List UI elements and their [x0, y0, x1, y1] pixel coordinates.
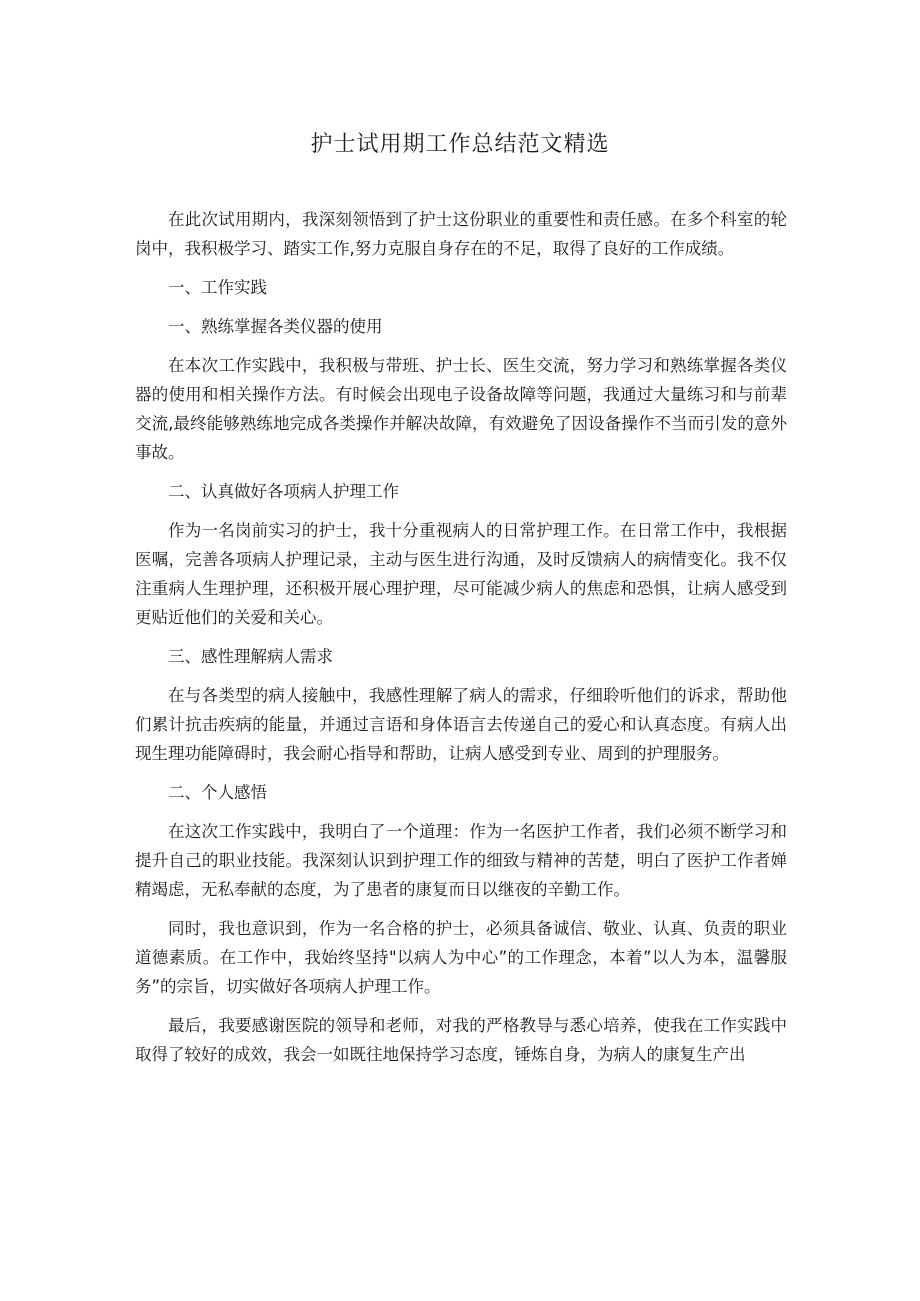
- paragraph-intro: 在此次试用期内，我深刻领悟到了护士这份职业的重要性和责任感。在多个科室的轮岗中，我积极学习、踏实工作,努力克服自身存在的不足，取得了良好的工作成绩。: [135, 210, 787, 258]
- paragraph-closing: 最后，我要感谢医院的领导和老师，对我的严格教导与悉心培养，使我在工作实践中取得了较好的成效，我会一如既往地保持学习态度，锤炼自身，为病人的康复生产出: [135, 1016, 787, 1064]
- document-body: [135, 205, 787, 1079]
- section-heading-work-practice: 一、工作实践: [168, 278, 267, 297]
- paragraph-patient-care: 作为一名岗前实习的护士，我十分重视病人的日常护理工作。在日常工作中，我根据医嘱，完善各项病人护理记录，主动与医生进行沟通，及时反馈病人的病情变化。我不仅注重病人生理护理，还积极开展心理护理，尽可能减少病人的焦虑和恐惧，让病人感受到更贴近他们的关爱和关心。: [135, 521, 787, 627]
- subsection-heading-patient-needs: 三、感性理解病人需求: [168, 647, 333, 666]
- paragraph-patient-needs: 在与各类型的病人接触中，我感性理解了病人的需求，仔细聆听他们的诉求，帮助他们累计抗击疾病的能量，并通过言语和身体语言去传递自己的爱心和认真态度。有病人出现生理功能障碍时，我会耐心指导和帮助，让病人感受到专业、周到的护理服务。: [135, 686, 787, 763]
- subsection-heading-instruments: 一、熟练掌握各类仪器的使用: [168, 317, 383, 336]
- subsection-heading-patient-care: 二、认真做好各项病人护理工作: [168, 482, 399, 501]
- document-title: 护士试用期工作总结范文精选: [310, 132, 610, 157]
- paragraph-reflection-2: 同时，我也意识到，作为一名合格的护士，必须具备诚信、敬业、认真、负责的职业道德素质。在工作中，我始终坚持"以病人为中心”的工作理念，本着”以人为本，温馨服务”的宗旨，切实做好各项病人护理工作。: [135, 919, 787, 996]
- section-heading-reflection: 二、个人感悟: [168, 783, 267, 802]
- paragraph-instruments: 在本次工作实践中，我积极与带班、护士长、医生交流，努力学习和熟练掌握各类仪器的使用和相关操作方法。有时候会出现电子设备故障等问题，我通过大量练习和与前辈交流,最终能够熟练地完成各类操作并解决故障，有效避免了因设备操作不当而引发的意外事故。: [135, 356, 787, 462]
- paragraph-reflection-1: 在这次工作实践中，我明白了一个道理：作为一名医护工作者，我们必须不断学习和提升自己的职业技能。我深刻认识到护理工作的细致与精神的苦楚，明白了医护工作者婵精竭虑，无私奉献的态度，为了患者的康复而日以继夜的辛勤工作。: [135, 822, 787, 899]
